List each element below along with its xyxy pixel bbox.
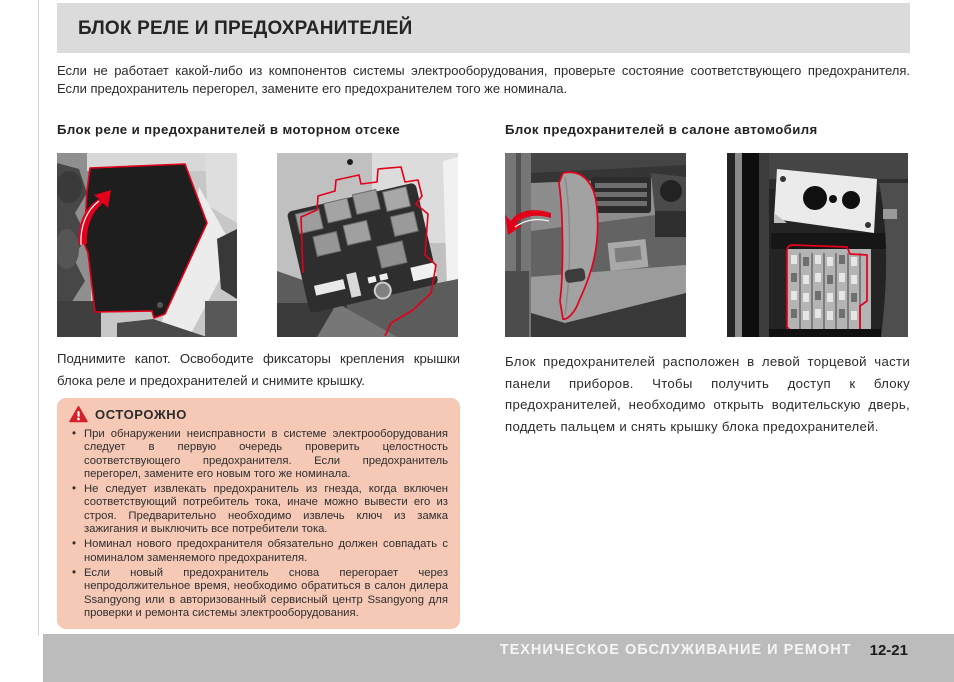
photo-engine-fusebox-open	[277, 153, 458, 337]
warning-item-text: Если новый предохранитель снова перегорает через непродолжительное время, необходимо обратиться в салон дилера Ssangyong или в авторизованный сервисный центр Ssangyong для проверки и ремонта системы электрооборудования.	[84, 566, 448, 619]
warning-item	[69, 428, 448, 481]
warning-item	[69, 567, 448, 620]
warning-item-text: Номинал нового предохранителя обязательно должен совпадать с номиналом заменяемого предохранителя.	[84, 538, 448, 564]
footer-section-label: ТЕХНИЧЕСКОЕ ОБСЛУЖИВАНИЕ И РЕМОНТ	[499, 642, 852, 658]
page-number: 12-21	[869, 642, 908, 659]
engine-fusebox-illustration	[277, 153, 458, 337]
section-header-bar	[57, 3, 910, 53]
page-edge-line	[38, 0, 39, 636]
footer-bar	[43, 634, 954, 682]
engine-cover-illustration	[57, 153, 237, 337]
engine-caption: Поднимите капот. Освободите фиксаторы крепления крышки блока реле и предохранителей и снимите крышку.	[57, 351, 460, 388]
intro-paragraph: Если не работает какой-либо из компонентов системы электрооборудования, проверьте состояние соответствующего предохранителя. Если предохранитель перегорел, замените его предохранителем того же номинала.	[57, 63, 910, 96]
cabin-caption: Блок предохранителей расположен в левой торцевой части панели приборов. Чтобы получить доступ к блоку предохранителей, необходимо открыть водительскую дверь, поддеть пальцем и снять крышку блока предохранителей.	[505, 354, 910, 434]
warning-list	[69, 428, 448, 620]
fuse-panel	[787, 249, 871, 333]
photo-engine-fusebox-cover	[57, 153, 237, 337]
engine-section-heading: Блок реле и предохранителей в моторном отсеке	[57, 122, 401, 137]
cabin-fusebox-illustration	[727, 153, 908, 337]
warning-box	[57, 398, 460, 629]
photo-cabin-fusebox	[727, 153, 908, 337]
warning-title: ОСТОРОЖНО	[95, 407, 187, 422]
page-title: БЛОК РЕЛЕ И ПРЕДОХРАНИТЕЛЕЙ	[78, 18, 413, 39]
warning-item	[69, 538, 448, 565]
warning-icon	[69, 406, 88, 423]
warning-item-text: При обнаружении неисправности в системе электрооборудования следует в первую очередь проверить целостность соответствующего предохранителя. Если предохранитель перегорел, замените его новым того же номинала.	[84, 428, 448, 480]
dashboard-illustration	[505, 153, 686, 337]
warning-header	[69, 406, 448, 423]
photo-dashboard-side-panel	[505, 153, 686, 337]
cabin-section-heading: Блок предохранителей в салоне автомобиля	[505, 122, 818, 137]
warning-item	[69, 483, 448, 536]
warning-item-text: Не следует извлекать предохранитель из гнезда, когда включен соответствующий потребитель тока, иначе можно вывести его из строя. Предварительно необходимо извлечь ключ из замка зажигания и выключить все потребители тока.	[84, 483, 448, 536]
